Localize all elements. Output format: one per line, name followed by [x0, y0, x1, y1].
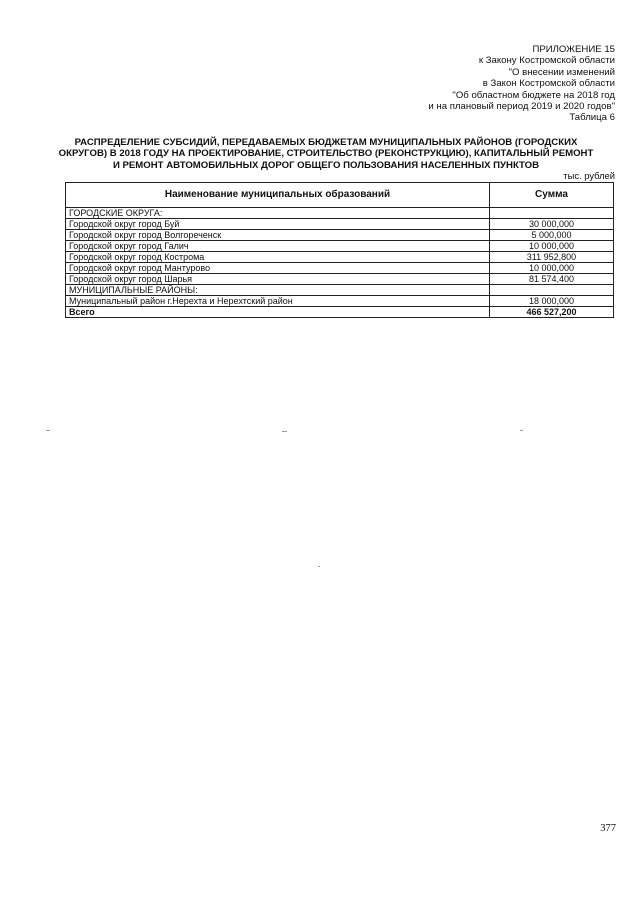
subsidy-table: [65, 182, 614, 318]
row-sum: [490, 208, 614, 219]
table-row: [66, 230, 614, 241]
header-name: Наименование муниципальных образований: [66, 183, 490, 208]
scan-speck: [318, 566, 320, 567]
title-line: ОКРУГОВ) В 2018 ГОДУ НА ПРОЕКТИРОВАНИЕ, СТРОИТЕЛЬСТВО (РЕКОНСТРУКЦИЮ), КАПИТАЛЬНЫЙ РЕМОНТ: [58, 148, 594, 160]
scan-speck: [520, 430, 523, 431]
document-title: [40, 137, 612, 171]
row-sum: 5 000,000: [490, 230, 614, 241]
appendix-line: "О внесении изменений: [508, 66, 615, 78]
row-name: Городской округ город Волгореченск: [66, 230, 490, 241]
table-row: [66, 296, 614, 307]
row-sum: 18 000,000: [490, 296, 614, 307]
row-name: Муниципальный район г.Нерехта и Нерехтский район: [66, 296, 490, 307]
row-name: Городской округ город Шарья: [66, 274, 490, 285]
total-label: Всего: [66, 307, 490, 318]
table-row: [66, 241, 614, 252]
total-sum: 466 527,200: [490, 307, 614, 318]
units-label: тыс. рублей: [563, 170, 615, 181]
table-number: Таблица 6: [569, 112, 615, 124]
row-name: Городской округ город Мантурово: [66, 263, 490, 274]
table-row: [66, 208, 614, 219]
row-sum: 81 574,400: [490, 274, 614, 285]
scan-speck: [46, 430, 50, 431]
appendix-header: [428, 44, 615, 124]
table-row: [66, 263, 614, 274]
table-header-row: [66, 183, 614, 208]
row-sum: 10 000,000: [490, 263, 614, 274]
page-number: 377: [600, 823, 616, 834]
table-row: [66, 252, 614, 263]
row-name: Городской округ город Галич: [66, 241, 490, 252]
row-name: Городской округ город Буй: [66, 219, 490, 230]
title-line: И РЕМОНТ АВТОМОБИЛЬНЫХ ДОРОГ ОБЩЕГО ПОЛЬЗОВАНИЯ НАСЕЛЕННЫХ ПУНКТОВ: [112, 159, 540, 171]
appendix-line: и на плановый период 2019 и 2020 годов": [428, 101, 615, 113]
row-name: МУНИЦИПАЛЬНЫЕ РАЙОНЫ:: [66, 285, 490, 296]
appendix-line: "Об областном бюджете на 2018 год: [452, 89, 615, 101]
row-sum: 30 000,000: [490, 219, 614, 230]
table-row: [66, 274, 614, 285]
total-row: [66, 307, 614, 318]
appendix-line: к Закону Костромской области: [478, 55, 615, 67]
row-sum: [490, 285, 614, 296]
row-sum: 10 000,000: [490, 241, 614, 252]
row-name: Городской округ город Кострома: [66, 252, 490, 263]
header-sum: Сумма: [490, 183, 614, 208]
appendix-line: ПРИЛОЖЕНИЕ 15: [532, 44, 615, 55]
row-sum: 311 952,800: [490, 252, 614, 263]
appendix-line: в Закон Костромской области: [482, 78, 615, 90]
table-row: [66, 219, 614, 230]
row-name: ГОРОДСКИЕ ОКРУГА:: [66, 208, 490, 219]
table-row: [66, 285, 614, 296]
scan-speck: [282, 431, 287, 432]
title-line: РАСПРЕДЕЛЕНИЕ СУБСИДИЙ, ПЕРЕДАВАЕМЫХ БЮДЖЕТАМ МУНИЦИПАЛЬНЫХ РАЙОНОВ (ГОРОДСКИХ: [74, 137, 578, 148]
